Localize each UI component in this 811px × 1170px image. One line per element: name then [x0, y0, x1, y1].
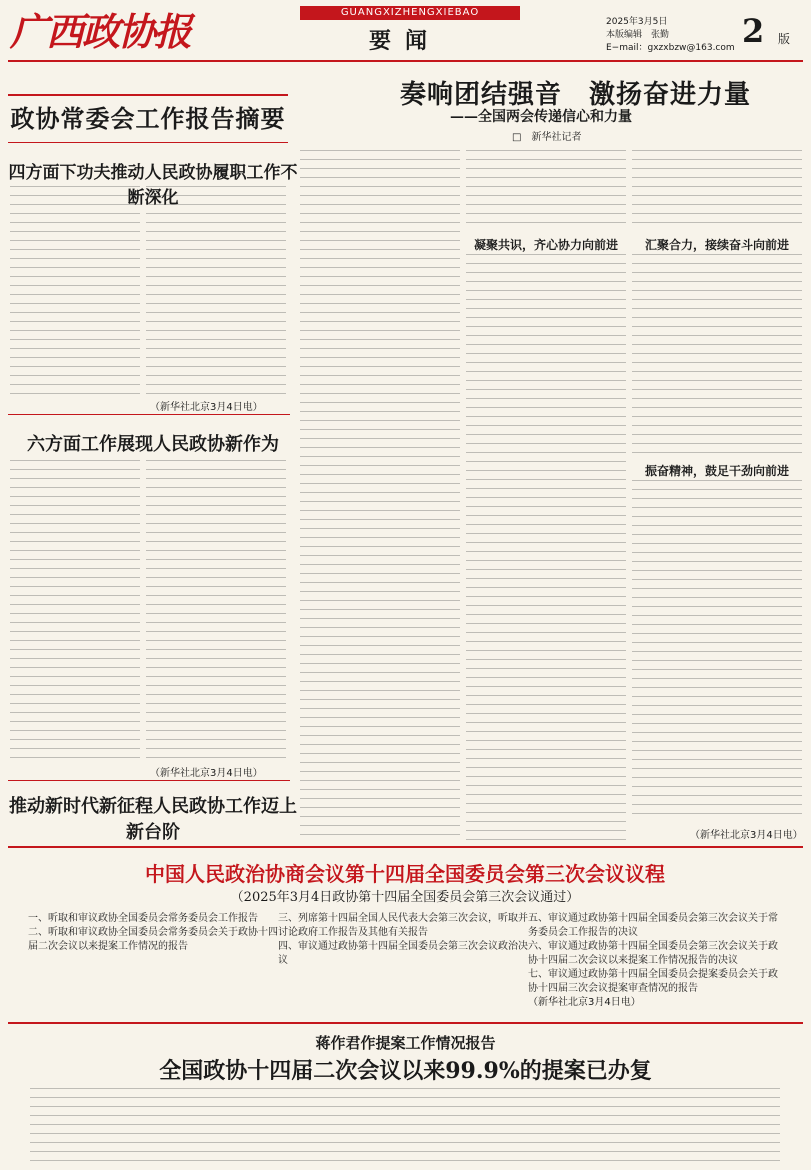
left-article-2-credit: （新华社北京3月4日电）: [150, 768, 263, 779]
main-section-1: 凝聚共识，齐心协力向前进: [473, 238, 618, 252]
divider-3: [8, 846, 803, 848]
agenda-item: 六、审议通过政协第十四届全国委员会第三次会议关于政协十四届二次会议以来提案工作情况报告的决议: [528, 941, 778, 966]
main-body-col3b: [632, 254, 802, 454]
agenda-item: 七、审议通过政协第十四届全国委员会提案委员会关于政协十四届三次会议提案审查情况的报告: [528, 969, 778, 994]
cppcc-agenda-list: [28, 912, 783, 1010]
divider-1: [8, 414, 290, 415]
left-article-2-body-col1: [10, 460, 140, 760]
agenda-column: [278, 912, 528, 968]
agenda-column: [528, 912, 778, 1010]
agenda-item: 一、听取和审议政协全国委员会常务委员会工作报告: [28, 913, 258, 924]
agenda-item: 二、听取和审议政协全国委员会常务委员会关于政协十四届二次会议以来提案工作情况的报告: [28, 927, 278, 952]
main-credit: （新华社北京3月4日电）: [690, 830, 803, 841]
banner-title: 政协常委会工作报告摘要: [8, 94, 288, 143]
page-suffix: 版: [778, 32, 791, 46]
masthead-pinyin: GUANGXIZHENGXIEBAO: [300, 6, 520, 20]
left-article-1-headline: 四方面下功夫推动人民政协履职工作不断深化: [8, 163, 298, 208]
proposal-report-headline: 蒋作君作提案工作情况报告: [315, 1034, 496, 1052]
cppcc-agenda-subtitle: （2025年3月4日政协第十四届全国委员会第三次会议通过）: [230, 890, 580, 905]
agenda-item: 三、列席第十四届全国人民代表大会第三次会议，听取并讨论政府工作报告及其他有关报告: [278, 913, 528, 938]
divider-4: [8, 1022, 803, 1024]
cppcc-agenda-title: 中国人民政治协商会议第十四届全国委员会第三次会议议程: [145, 862, 665, 886]
proposal-report-body: [30, 1088, 780, 1164]
left-article-1-body-col1: [10, 186, 140, 394]
agenda-column: [28, 912, 278, 954]
main-section-3: 振奋精神，鼓足干劲向前进: [644, 464, 789, 478]
main-byline: □ 新华社记者: [512, 132, 582, 143]
agenda-item: 四、审议通过政协第十四届全国委员会第三次会议政治决议: [278, 941, 528, 966]
cppcc-credit: （新华社北京3月4日电）: [528, 997, 641, 1008]
page-number: 2: [742, 12, 765, 50]
section-title: 要闻: [368, 28, 441, 54]
main-body-col2b: [466, 254, 626, 840]
masthead-rule: [8, 60, 803, 62]
main-section-2: 汇聚合力，接续奋斗向前进: [644, 238, 789, 252]
date-block: [606, 16, 735, 55]
proposal-report-main-headline: 全国政协十四届二次会议以来99.9%的提案已办复: [159, 1058, 652, 1084]
main-body-col3c: [632, 480, 802, 820]
left-article-3-headline: 推动新时代新征程人民政协工作迈上新台阶: [9, 796, 297, 843]
newspaper-logo: 广西政协报: [10, 9, 191, 54]
issue-date: 2025年3月5日: [606, 17, 668, 27]
page-editor: 本版编辑 张勤: [606, 30, 670, 40]
main-body-col1: [300, 150, 460, 840]
editor-email: E−mail：gxzxbzw@163.com: [606, 43, 735, 53]
main-body-col2a: [466, 150, 626, 230]
left-article-2-body-col2: [146, 460, 286, 760]
left-article-1-credit: （新华社北京3月4日电）: [150, 402, 263, 413]
divider-2: [8, 780, 290, 781]
left-article-1-body-col2: [146, 186, 286, 394]
left-article-2-headline: 六方面工作展现人民政协新作为: [27, 434, 279, 455]
agenda-item: 五、审议通过政协第十四届全国委员会第三次会议关于常务委员会工作报告的决议: [528, 913, 778, 938]
main-headline: 奏响团结强音 激扬奋进力量: [400, 80, 752, 110]
main-subheadline: ——全国两会传递信心和力量: [450, 109, 632, 125]
main-body-col3a: [632, 150, 802, 230]
